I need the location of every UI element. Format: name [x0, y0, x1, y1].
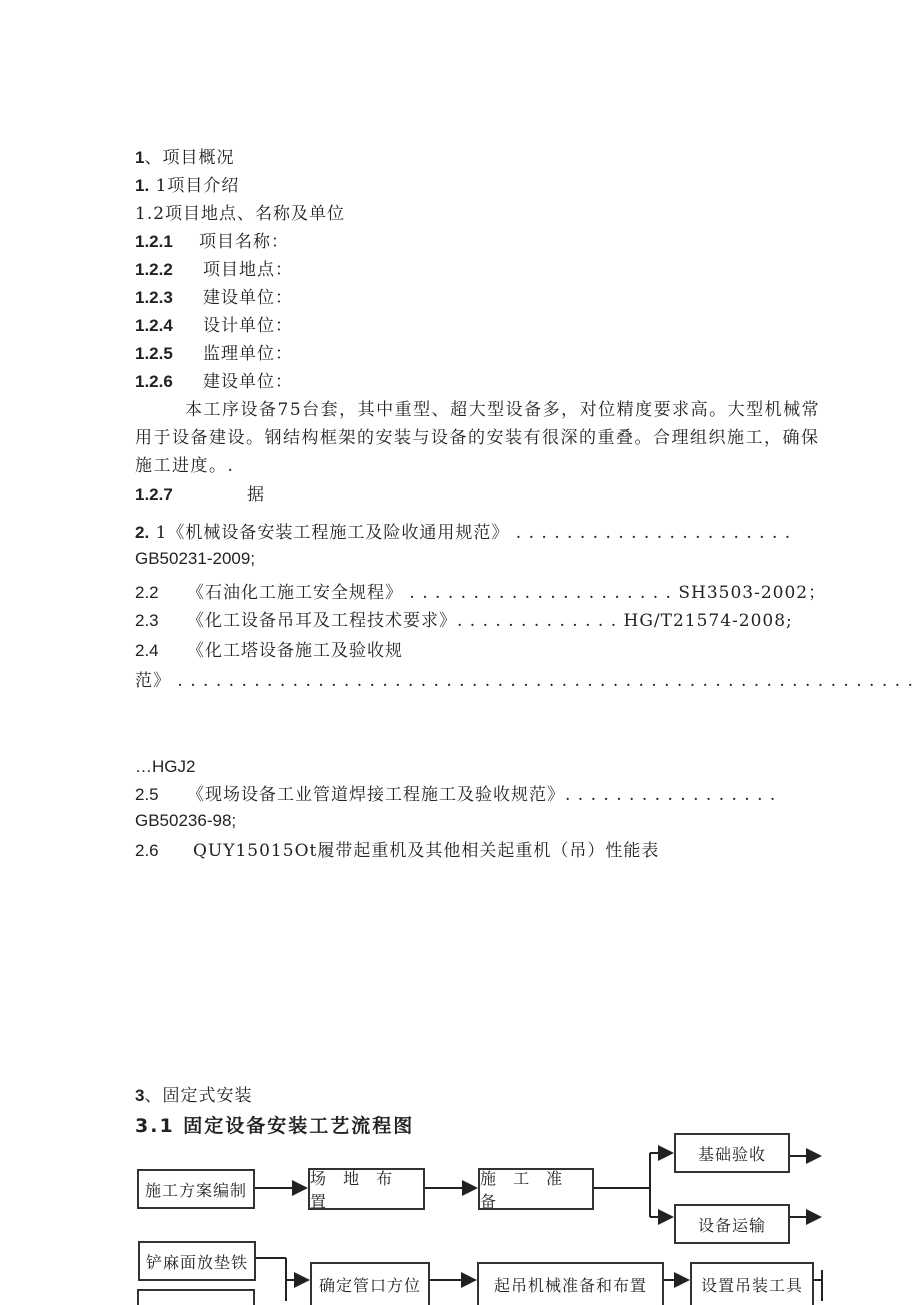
flow-box-rigging-tools: 设置吊装工具: [690, 1262, 814, 1305]
item-label: 项目名称：: [199, 232, 289, 252]
section-3-number: 3: [135, 1086, 145, 1105]
ref-number: 2.4: [135, 641, 159, 660]
section-3-1-heading: 3.1 固定设备安装工艺流程图: [135, 1115, 415, 1137]
ref-text: 《现场设备工业管道焊接工程施工及验收规范》. . . . . . . . . . . . . . . . .: [187, 785, 777, 805]
ref-2-4-code: …HGJ2: [135, 757, 196, 776]
section-1-number: 1: [135, 148, 145, 167]
item-label: 设计单位：: [203, 316, 293, 336]
section-3-text: 、固定式安装: [144, 1086, 253, 1106]
flow-box-preparation: 施 工 准 备: [478, 1168, 594, 1210]
ref-2-5-code: GB50236-98;: [135, 811, 237, 830]
section-1-1-text: 1项目介绍: [149, 176, 240, 196]
flow-box-equipment-transport: 设备运输: [674, 1204, 790, 1244]
ref-number: 2.: [135, 523, 150, 542]
ref-text: 《化工设备吊耳及工程技术要求》. . . . . . . . . . . . . HG/T21574-2008;: [187, 611, 793, 631]
item-number: 1.2.2: [135, 260, 173, 279]
item-number: 1.2.7: [135, 485, 173, 504]
ref-number: 2.3: [135, 611, 159, 630]
item-number: 1.2.5: [135, 344, 173, 363]
section-1-1-number: 1.: [135, 176, 150, 195]
flow-box-shim-placement: 铲麻面放垫铁: [138, 1241, 256, 1281]
item-number: 1.2.1: [135, 232, 173, 251]
section-1-2: 1.2项目地点、名称及单位: [135, 204, 346, 224]
item-label: 监理单位：: [203, 344, 293, 364]
ref-2-4-continuation: 范》 . . . . . . . . . . . . . . . . . . . . . . . . . . . . . . . . . . . . . . . . . . . . . . . . . . . . . . . . . .: [135, 671, 914, 691]
item-label: 建设单位：: [203, 288, 293, 308]
flow-box-nozzle-orientation: 确定管口方位: [310, 1262, 430, 1305]
flow-box-partial: [137, 1289, 255, 1305]
flow-box-construction-plan: 施工方案编制: [137, 1169, 255, 1209]
ref-number: 2.2: [135, 583, 159, 602]
flow-box-foundation-acceptance: 基础验收: [674, 1133, 790, 1173]
flow-box-site-layout: 场 地 布 置: [308, 1168, 425, 1210]
overview-paragraph: 本工序设备75台套，其中重型、超大型设备多，对位精度要求高。大型机械常用于设备建设。钢结构框架的安装与设备的安装有很深的重叠。合理组织施工，确保施工进度。.: [135, 400, 821, 476]
ref-text: QUY15015Ot履带起重机及其他相关起重机（吊）性能表: [193, 841, 660, 861]
flow-box-crane-setup: 起吊机械准备和布置: [477, 1262, 664, 1305]
item-number: 1.2.6: [135, 372, 173, 391]
section-1-text: 、项目概况: [144, 148, 235, 168]
item-label: 项目地点：: [203, 260, 293, 280]
ref-number: 2.5: [135, 785, 159, 804]
ref-text: 《化工塔设备施工及验收规: [187, 641, 403, 661]
ref-text: 《石油化工施工安全规程》 . . . . . . . . . . . . . . . . . . . . . SH3503-2002；: [187, 583, 827, 603]
item-number: 1.2.3: [135, 288, 173, 307]
ref-number: 2.6: [135, 841, 159, 860]
item-number: 1.2.4: [135, 316, 173, 335]
item-label: 据: [247, 485, 265, 505]
ref-text: 1《机械设备安装工程施工及险收通用规范》 . . . . . . . . . . . . . . . . . . . . . .: [149, 523, 792, 543]
ref-2-1-code: GB50231-2009;: [135, 549, 256, 568]
item-label: 建设单位：: [203, 372, 293, 392]
